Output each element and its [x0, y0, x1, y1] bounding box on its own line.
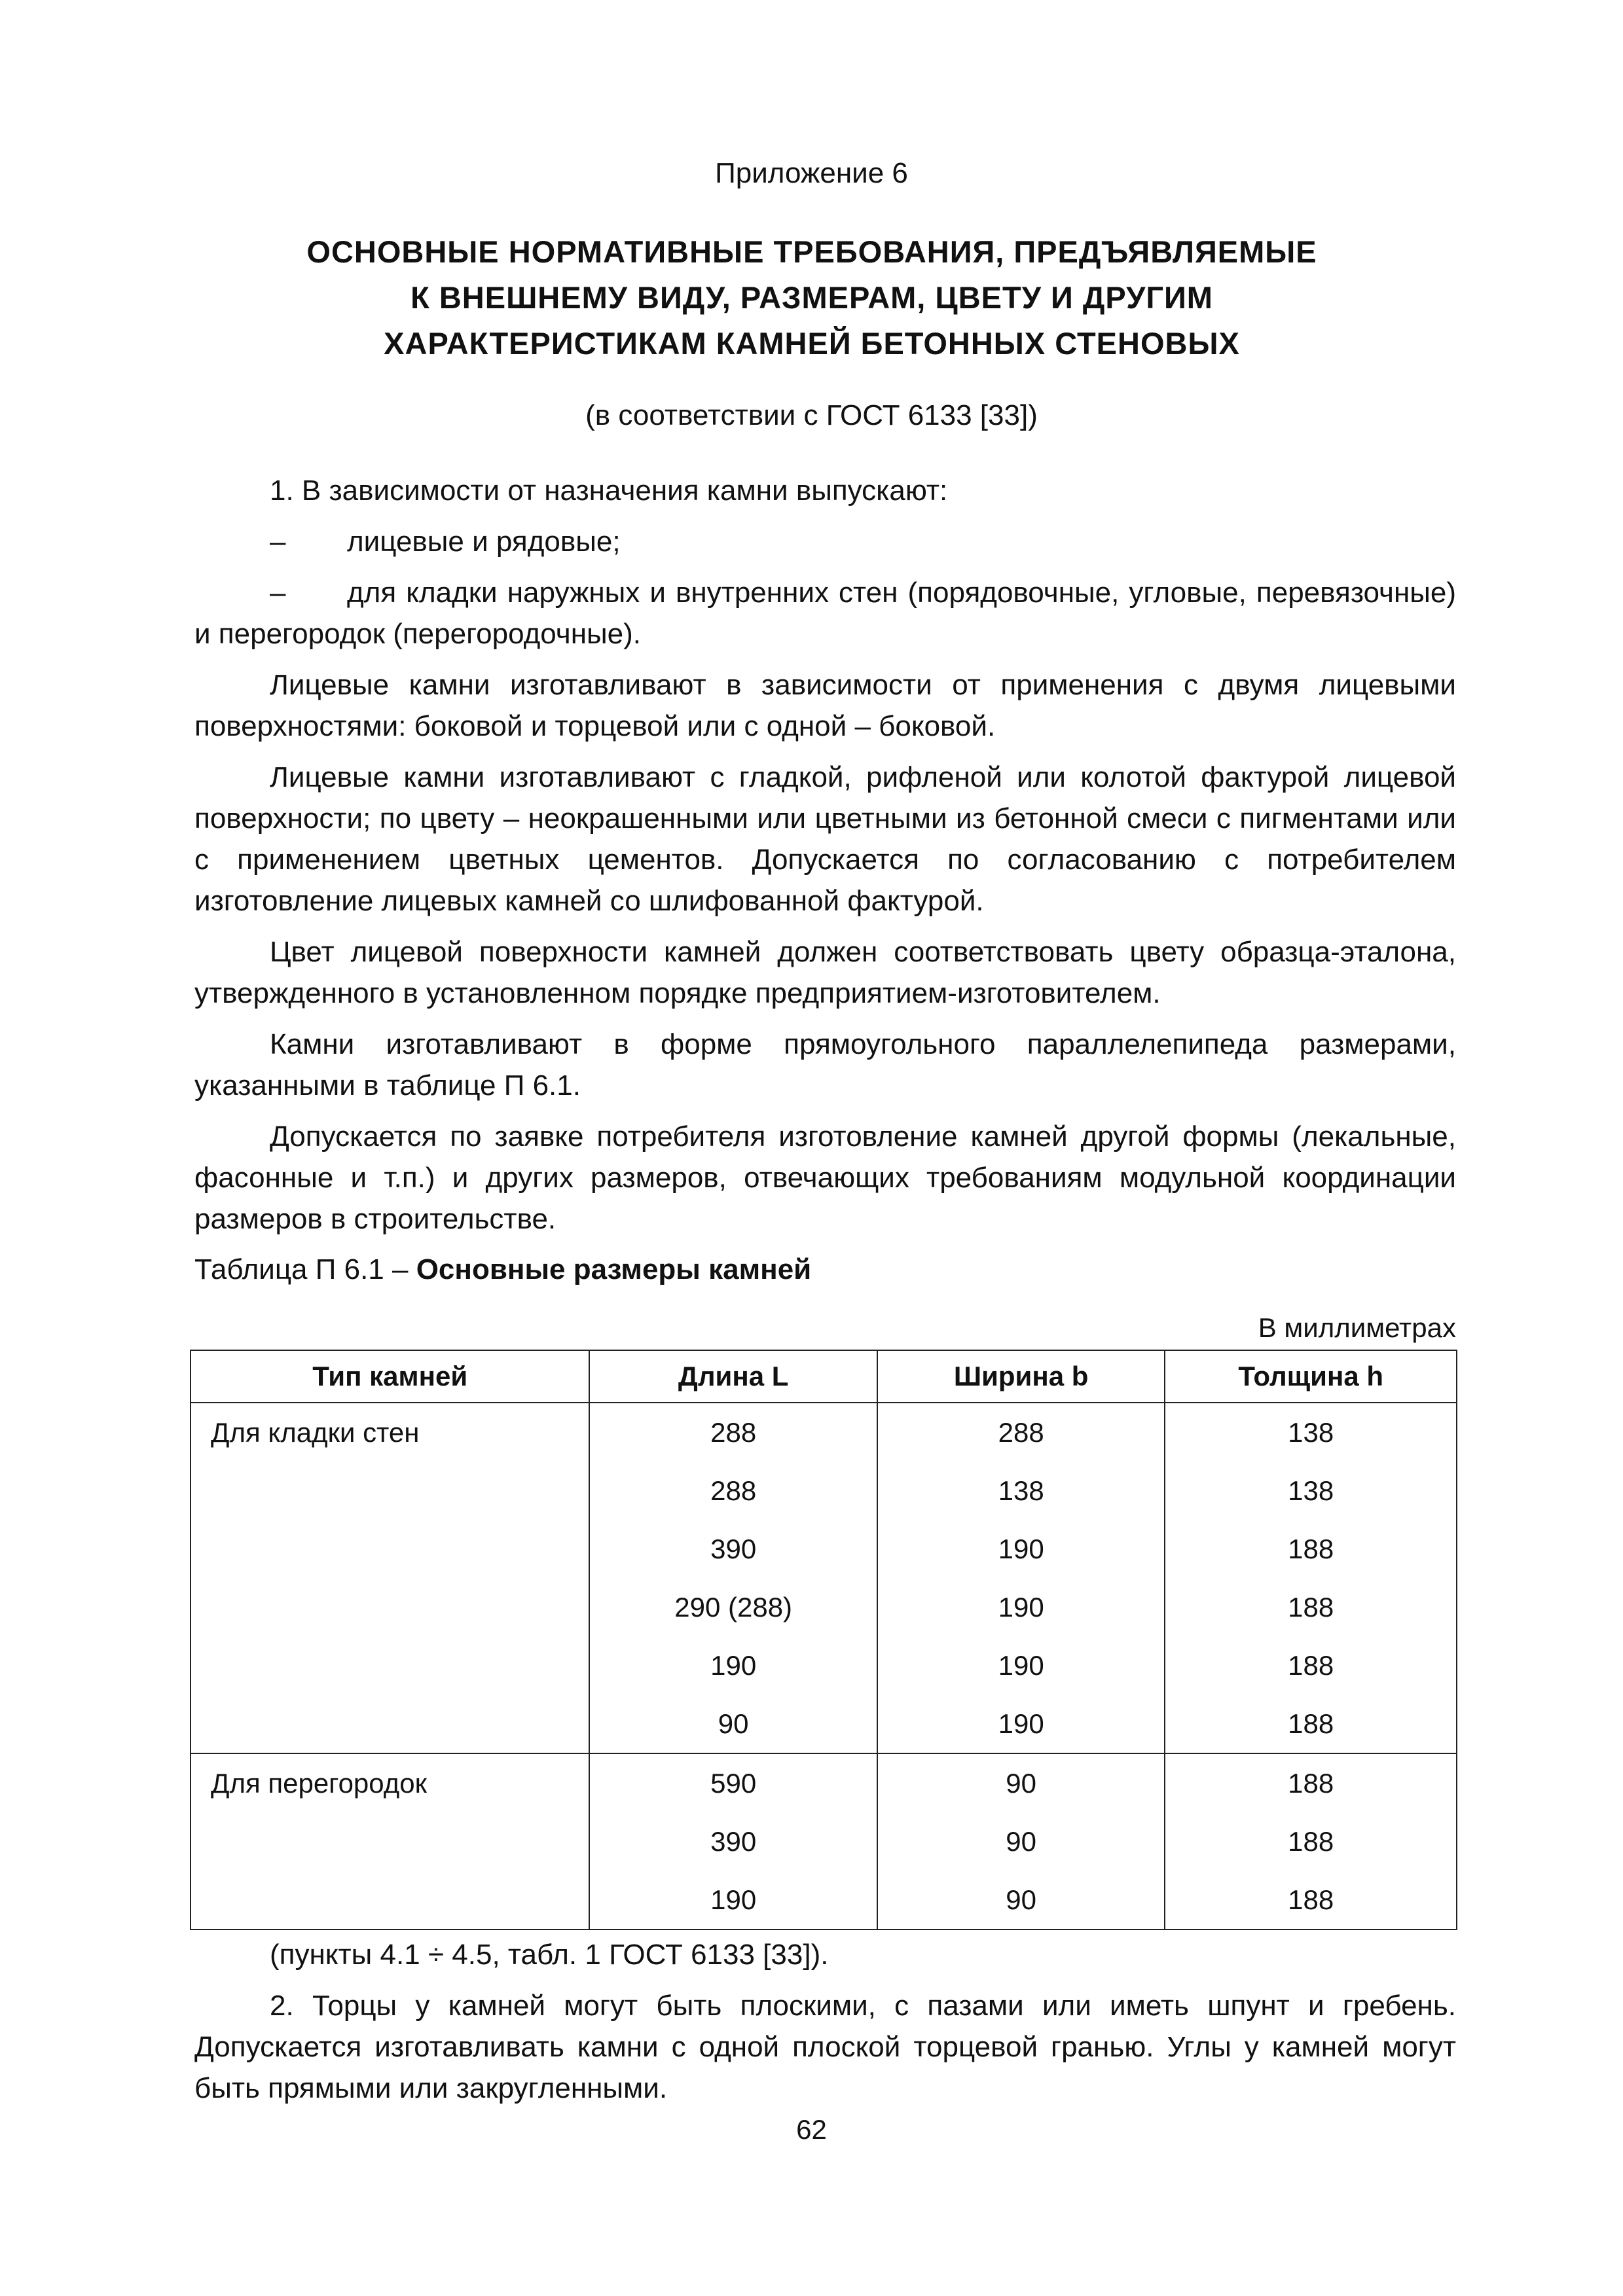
- list-item-text: для кладки наружных и внутренних стен (порядовочные, угловые, перевязочные) и перегородок (перегородочные).: [194, 577, 1456, 650]
- cell-type: [191, 1812, 589, 1871]
- table-row: [191, 1871, 1457, 1929]
- header-type: Тип камней: [191, 1350, 589, 1403]
- table-header-row: [191, 1350, 1457, 1403]
- page-number: 62: [796, 2114, 827, 2145]
- table-units: В миллиметрах: [1258, 1312, 1456, 1343]
- cell-width: 190: [877, 1520, 1165, 1578]
- cell-length: 190: [589, 1636, 877, 1695]
- paragraph-2: Лицевые камни изготавливают в зависимости от применения с двумя лицевыми поверхностями: боковой и торцевой или с одной – боковой.: [194, 669, 1456, 742]
- cell-type: Для перегородок: [191, 1753, 589, 1812]
- cell-width: 288: [877, 1403, 1165, 1462]
- header-thickness: Толщина h: [1165, 1350, 1457, 1403]
- cell-length: 90: [589, 1695, 877, 1753]
- list-item: [194, 521, 1456, 562]
- dash-marker: –: [270, 577, 286, 609]
- cell-type: [191, 1636, 589, 1695]
- paragraph-6: Допускается по заявке потребителя изготовление камней другой формы (лекальные, фасонные и т.п.) и других размеров, отвечающих требованиям модульной координации размеров в строительстве.: [194, 1121, 1456, 1235]
- cell-length: 288: [589, 1403, 877, 1462]
- cell-thickness: 138: [1165, 1403, 1457, 1462]
- appendix-label: Приложение 6: [715, 157, 908, 189]
- title-line-2: К ВНЕШНЕМУ ВИДУ, РАЗМЕРАМ, ЦВЕТУ И ДРУГИМ: [410, 280, 1213, 315]
- title-line-3: ХАРАКТЕРИСТИКАМ КАМНЕЙ БЕТОННЫХ СТЕНОВЫХ: [384, 326, 1240, 361]
- cell-length: 288: [589, 1462, 877, 1520]
- cell-type: [191, 1871, 589, 1929]
- cell-thickness: 188: [1165, 1871, 1457, 1929]
- header-width: Ширина b: [877, 1350, 1165, 1403]
- table-row: [191, 1812, 1457, 1871]
- dash-marker: –: [270, 526, 286, 558]
- cell-type: Для кладки стен: [191, 1403, 589, 1462]
- table-row: [191, 1636, 1457, 1695]
- cell-thickness: 188: [1165, 1636, 1457, 1695]
- cell-type: [191, 1520, 589, 1578]
- body-text: [194, 470, 1456, 1249]
- cell-thickness: 188: [1165, 1812, 1457, 1871]
- paragraph-5: Камни изготавливают в форме прямоугольного параллелепипеда размерами, указанными в таблице П 6.1.: [194, 1028, 1456, 1102]
- title-line-1: ОСНОВНЫЕ НОРМАТИВНЫЕ ТРЕБОВАНИЯ, ПРЕДЪЯВЛЯЕМЫЕ: [306, 234, 1317, 269]
- table-row: [191, 1753, 1457, 1812]
- cell-width: 190: [877, 1695, 1165, 1753]
- table-row: [191, 1520, 1457, 1578]
- list-item: [194, 572, 1456, 655]
- cell-length: 590: [589, 1753, 877, 1812]
- table-caption-prefix: Таблица П 6.1 –: [194, 1253, 416, 1285]
- cell-type: [191, 1695, 589, 1753]
- table-caption: [194, 1253, 811, 1286]
- paragraph-1: 1. В зависимости от назначения камни выпускают:: [270, 475, 948, 507]
- table-row: [191, 1578, 1457, 1636]
- cell-thickness: 188: [1165, 1695, 1457, 1753]
- table-reference: (пункты 4.1 ÷ 4.5, табл. 1 ГОСТ 6133 [33]).: [270, 1939, 829, 1971]
- cell-width: 138: [877, 1462, 1165, 1520]
- header-length: Длина L: [589, 1350, 877, 1403]
- cell-type: [191, 1462, 589, 1520]
- cell-width: 190: [877, 1578, 1165, 1636]
- paragraph-4: Цвет лицевой поверхности камней должен соответствовать цвету образца-эталона, утвержденного в установленном порядке предприятием-изготовителем.: [194, 936, 1456, 1009]
- table-caption-title: Основные размеры камней: [416, 1253, 812, 1285]
- cell-type: [191, 1578, 589, 1636]
- paragraph-3: Лицевые камни изготавливают с гладкой, рифленой или колотой фактурой лицевой поверхности; по цвету – неокрашенными или цветными из бетонной смеси с пигментами или с применением цветных цементов. Допускается по согласованию с потребителем изготовление лицевых камней со шлифованной фактурой.: [194, 761, 1456, 917]
- dimensions-table: [190, 1350, 1457, 1930]
- cell-thickness: 188: [1165, 1578, 1457, 1636]
- cell-width: 90: [877, 1871, 1165, 1929]
- cell-width: 190: [877, 1636, 1165, 1695]
- table-row: [191, 1403, 1457, 1462]
- after-table-text: [194, 1934, 1456, 2119]
- table-row: [191, 1462, 1457, 1520]
- cell-width: 90: [877, 1753, 1165, 1812]
- cell-length: 190: [589, 1871, 877, 1929]
- page-title: [196, 229, 1427, 367]
- cell-length: 390: [589, 1812, 877, 1871]
- cell-width: 90: [877, 1812, 1165, 1871]
- paragraph-7: 2. Торцы у камней могут быть плоскими, с пазами или иметь шпунт и гребень. Допускается изготавливать камни с одной плоской торцевой гранью. Углы у камней могут быть прямыми или закругленными.: [194, 1990, 1456, 2104]
- cell-length: 390: [589, 1520, 877, 1578]
- table-row: [191, 1695, 1457, 1753]
- cell-thickness: 188: [1165, 1520, 1457, 1578]
- cell-length: 290 (288): [589, 1578, 877, 1636]
- subtitle: (в соответствии с ГОСТ 6133 [33]): [585, 399, 1038, 431]
- cell-thickness: 138: [1165, 1462, 1457, 1520]
- cell-thickness: 188: [1165, 1753, 1457, 1812]
- list-item-text: лицевые и рядовые;: [347, 526, 621, 558]
